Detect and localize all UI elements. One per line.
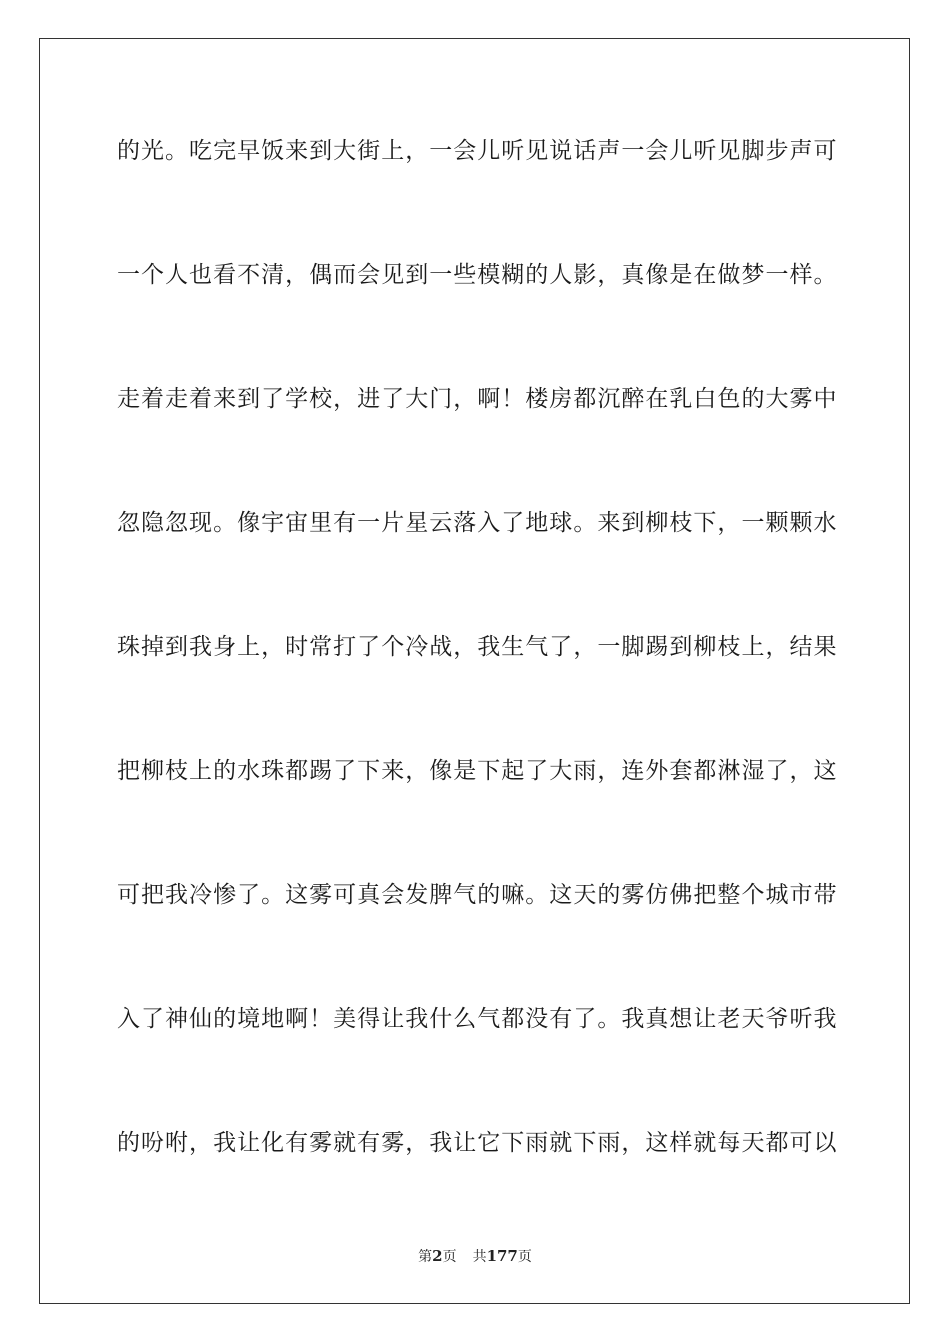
total-suffix: 页 [517, 1249, 532, 1265]
text-line-8: 入了神仙的境地啊！美得让我什么气都没有了。我真想让老天爷听我 [117, 1006, 837, 1032]
page-number: 2 [432, 1247, 443, 1265]
text-line-9: 的吩咐，我让化有雾就有雾，我让它下雨就下雨，这样就每天都可以 [117, 1130, 837, 1156]
text-line-3: 走着走着来到了学校，进了大门，啊！楼房都沉醉在乳白色的大雾中 [117, 386, 837, 412]
page-prefix: 第 [418, 1249, 433, 1265]
text-line-6: 把柳枝上的水珠都踢了下来，像是下起了大雨，连外套都淋湿了，这 [117, 758, 837, 784]
text-line-2: 一个人也看不清，偶而会见到一些模糊的人影，真像是在做梦一样。 [117, 262, 837, 288]
page-border [39, 38, 910, 1304]
page-suffix: 页 [442, 1249, 457, 1265]
text-line-4: 忽隐忽现。像宇宙里有一片星云落入了地球。来到柳枝下，一颗颗水 [117, 510, 837, 536]
page-footer [0, 1246, 950, 1267]
text-line-5: 珠掉到我身上，时常打了个冷战，我生气了，一脚踢到柳枝上，结果 [117, 634, 837, 660]
text-line-1: 的光。吃完早饭来到大街上，一会儿听见说话声一会儿听见脚步声可 [117, 138, 837, 164]
total-prefix: 共 [472, 1249, 487, 1265]
total-pages: 177 [486, 1247, 518, 1265]
text-line-7: 可把我冷惨了。这雾可真会发脾气的嘛。这天的雾仿佛把整个城市带 [117, 882, 837, 908]
